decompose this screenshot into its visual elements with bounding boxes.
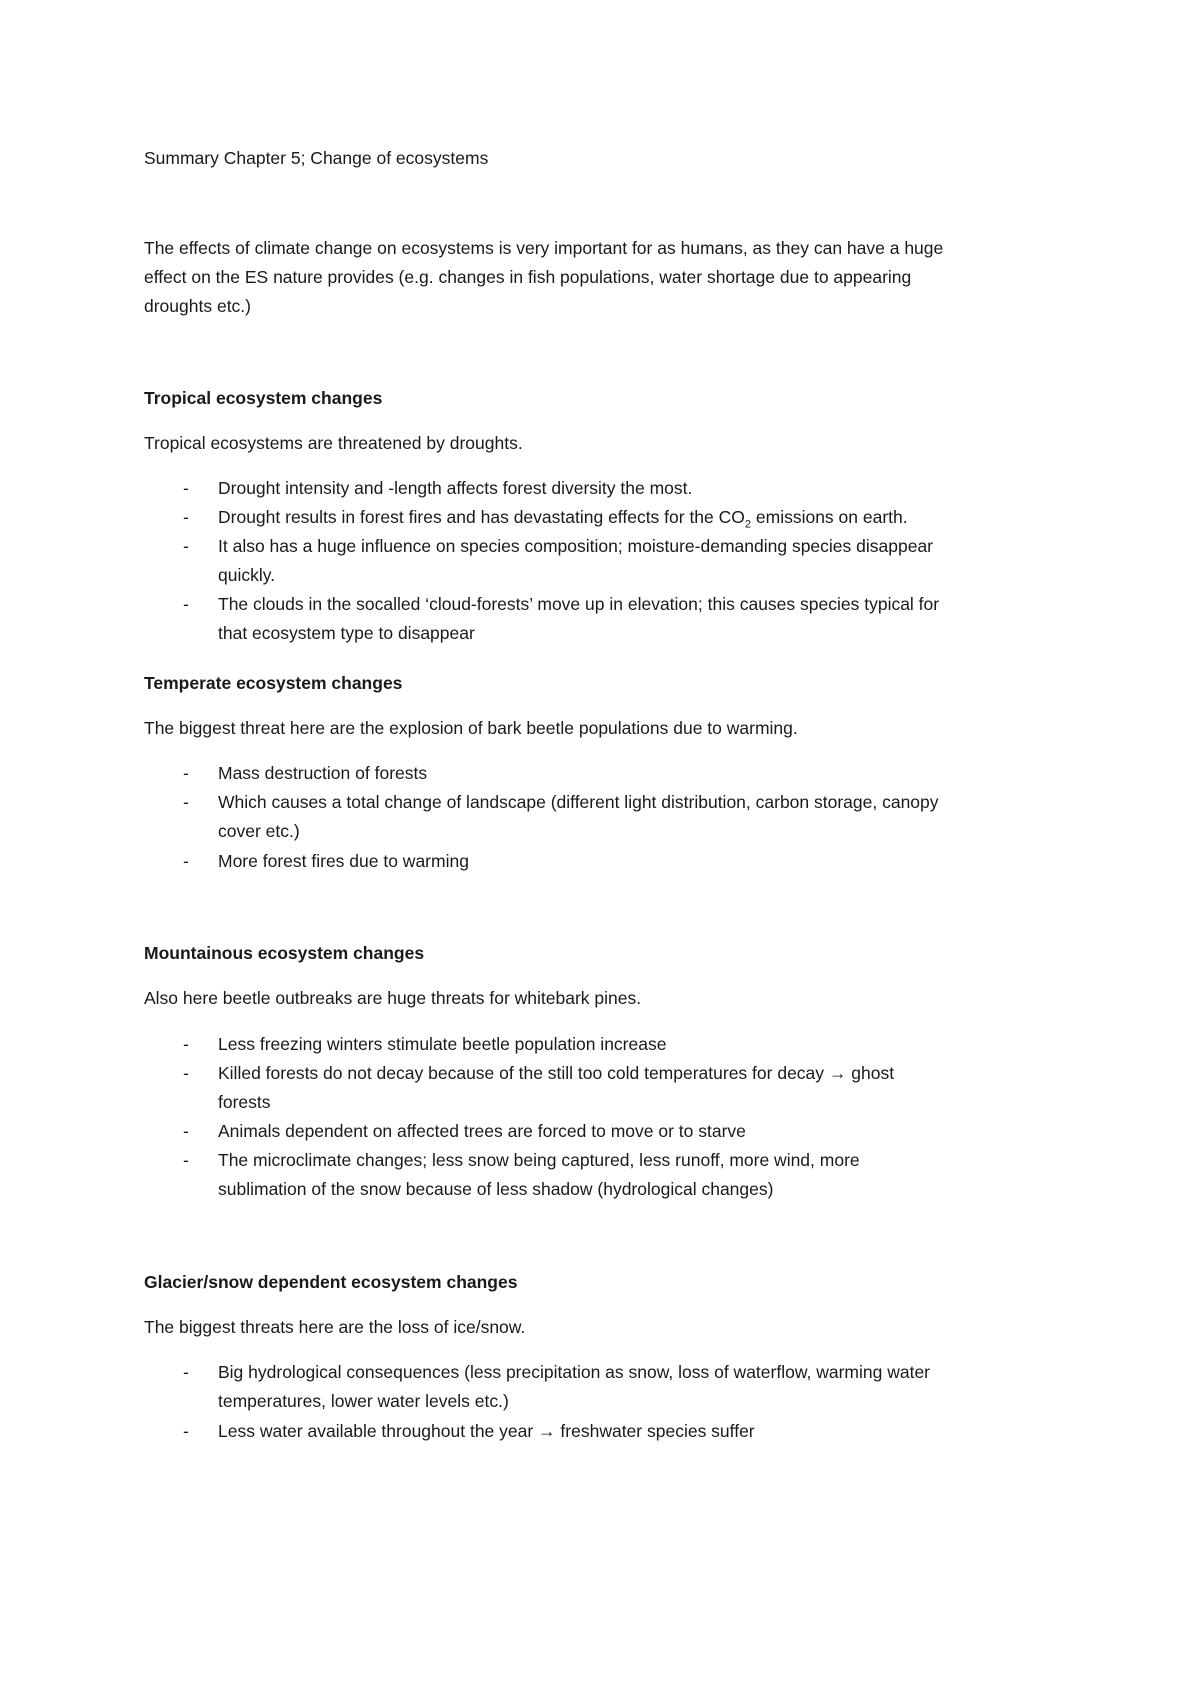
section-heading-glacier: Glacier/snow dependent ecosystem changes xyxy=(144,1272,518,1292)
section-heading-temperate: Temperate ecosystem changes xyxy=(144,673,403,693)
bullet-dash: - xyxy=(183,1150,189,1170)
list-item: Drought intensity and -length affects forest diversity the most. xyxy=(218,478,693,498)
list-item-continuation: forests xyxy=(218,1092,271,1112)
bullet-dash: - xyxy=(183,1362,189,1382)
list-item-continuation: sublimation of the snow because of less shadow (hydrological changes) xyxy=(218,1179,774,1199)
section-heading-tropical: Tropical ecosystem changes xyxy=(144,388,383,408)
bullet-dash: - xyxy=(183,1034,189,1054)
list-item: Which causes a total change of landscape (different light distribution, carbon storage, canopy xyxy=(218,792,939,812)
bullet-dash: - xyxy=(183,507,189,527)
list-item-text: emissions on earth. xyxy=(751,507,908,527)
section-lead-glacier: The biggest threats here are the loss of ice/snow. xyxy=(144,1317,526,1337)
list-item: Killed forests do not decay because of the still too cold temperatures for decay → ghost xyxy=(218,1063,895,1083)
list-item: Less water available throughout the year → freshwater species suffer xyxy=(218,1421,755,1441)
list-item: More forest fires due to warming xyxy=(218,851,469,871)
section-heading-mountainous: Mountainous ecosystem changes xyxy=(144,943,425,963)
list-item: Less freezing winters stimulate beetle population increase xyxy=(218,1034,667,1054)
list-item-continuation: that ecosystem type to disappear xyxy=(218,623,475,643)
section-lead-tropical: Tropical ecosystems are threatened by droughts. xyxy=(144,433,523,453)
bullet-dash: - xyxy=(183,792,189,812)
list-item-text: Drought results in forest fires and has devastating effects for the CO xyxy=(218,507,745,527)
section-lead-mountainous: Also here beetle outbreaks are huge threats for whitebark pines. xyxy=(144,988,642,1008)
bullet-dash: - xyxy=(183,763,189,783)
bullet-dash: - xyxy=(183,1063,189,1083)
list-item xyxy=(218,503,1078,532)
list-item: The clouds in the socalled ‘cloud-forests’ move up in elevation; this causes species typical for xyxy=(218,594,940,614)
list-item: It also has a huge influence on species composition; moisture-demanding species disappear xyxy=(218,536,934,556)
bullet-dash: - xyxy=(183,1121,189,1141)
intro-line-1: The effects of climate change on ecosystems is very important for as humans, as they can have a huge xyxy=(144,238,944,258)
subscript: 2 xyxy=(744,518,752,531)
list-item: Mass destruction of forests xyxy=(218,763,428,783)
list-item-continuation: temperatures, lower water levels etc.) xyxy=(218,1391,509,1411)
list-item: The microclimate changes; less snow being captured, less runoff, more wind, more xyxy=(218,1150,860,1170)
bullet-dash: - xyxy=(183,594,189,614)
bullet-dash: - xyxy=(183,1421,189,1441)
bullet-dash: - xyxy=(183,851,189,871)
bullet-dash: - xyxy=(183,536,189,556)
section-lead-temperate: The biggest threat here are the explosion of bark beetle populations due to warming. xyxy=(144,718,798,738)
intro-line-3: droughts etc.) xyxy=(144,296,251,316)
document-title: Summary Chapter 5; Change of ecosystems xyxy=(144,148,489,168)
list-item-continuation: cover etc.) xyxy=(218,821,300,841)
list-item: Big hydrological consequences (less precipitation as snow, loss of waterflow, warming water xyxy=(218,1362,931,1382)
bullet-dash: - xyxy=(183,478,189,498)
list-item: Animals dependent on affected trees are forced to move or to starve xyxy=(218,1121,746,1141)
intro-line-2: effect on the ES nature provides (e.g. changes in fish populations, water shortage due to appearing xyxy=(144,267,912,287)
list-item-continuation: quickly. xyxy=(218,565,276,585)
